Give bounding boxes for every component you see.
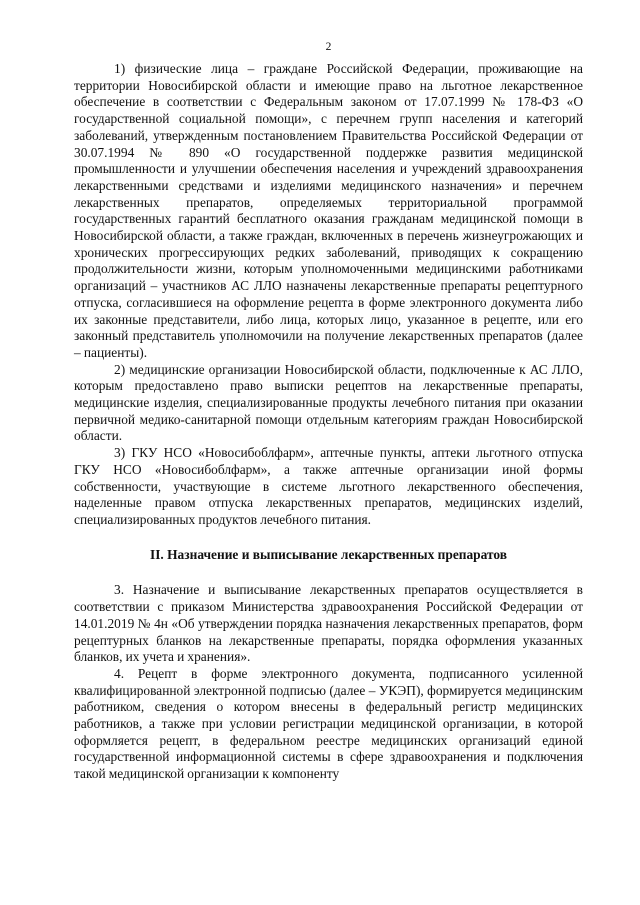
paragraph-item-1-physical-persons: 1) физические лица – граждане Российской Федерации, проживающие на территории Новосибирской области и имеющие право на льготное лекарственное обеспечение в соответствии с Федеральным законом от 17.07.1999 № 178-ФЗ «О государственной социальной помощи», с перечнем групп населения и категорий заболеваний, утвержденным постановлением Правительства Российской Федерации от 30.07.1994 № 890 «О государственной поддержке развития медицинской промышленности и улучшении обеспечения населения и учреждений здравоохранения лекарственными средствами и изделиями медицинского назначения» и перечнем лекарственных препаратов, определяемых территориальной программой государственных гарантий бесплатного оказания гражданам медицинской помощи в Новосибирской области, а также граждан, включенных в перечень жизнеугрожающих и хронических прогрессирующих редких заболеваний, приводящих к сокращению продолжительности жизни, которым уполномоченными медицинскими работниками организаций – участников АС ЛЛО назначены лекарственные препараты рецептурного отпуска, согласившиеся на оформление рецепта в форме электронного документа либо их законные представители, либо лица, которых лицо, указанное в рецепте, или его законный представитель уполномочили на получение лекарственных препаратов (далее – пациенты). — [74, 61, 583, 360]
paragraph-item-3-pharmacy-organizations: 3) ГКУ НСО «Новосибоблфарм», аптечные пункты, аптеки льготного отпуска ГКУ НСО «Новосибоблфарм», а также аптечные организации иной формы собственности, участвующие в системе льготного лекарственного обеспечения, наделенные правом отпуска лекарственных препаратов, медицинских изделий, специализированных продуктов лечебного питания. — [74, 445, 583, 527]
section-heading: II. Назначение и выписывание лекарственных препаратов — [150, 546, 507, 562]
document-page — [74, 0, 583, 905]
document-body — [74, 61, 583, 783]
page-number: 2 — [325, 41, 332, 53]
paragraph-clause-3: 3. Назначение и выписывание лекарственных препаратов осуществляется в соответствии с приказом Министерства здравоохранения Российской Федерации от 14.01.2019 № 4н «Об утверждении порядка назначения лекарственных препаратов, форм рецептурных бланков на лекарственные препараты, порядка оформления указанных бланков, их учета и хранения». — [74, 582, 583, 665]
paragraph-item-2-medical-organizations: 2) медицинские организации Новосибирской области, подключенные к АС ЛЛО, которым предоставлено право выписки рецептов на лекарственные препараты, медицинские изделия, специализированные продукты лечебного питания при оказании первичной медико-санитарной помощи отдельным категориям граждан Новосибирской области. — [74, 361, 583, 444]
paragraph-clause-4: 4. Рецепт в форме электронного документа, подписанного усиленной квалифицированной электронной подписью (далее – УКЭП), формируется медицинским работником, сведения о котором внесены в федеральный регистр медицинских работников, а также при условии регистрации медицинской организации, в которой оформляется рецепт, в федеральном реестре медицинских организаций единой государственной информационной системы в сфере здравоохранения и подключения такой медицинской организации к компоненту — [74, 665, 583, 782]
